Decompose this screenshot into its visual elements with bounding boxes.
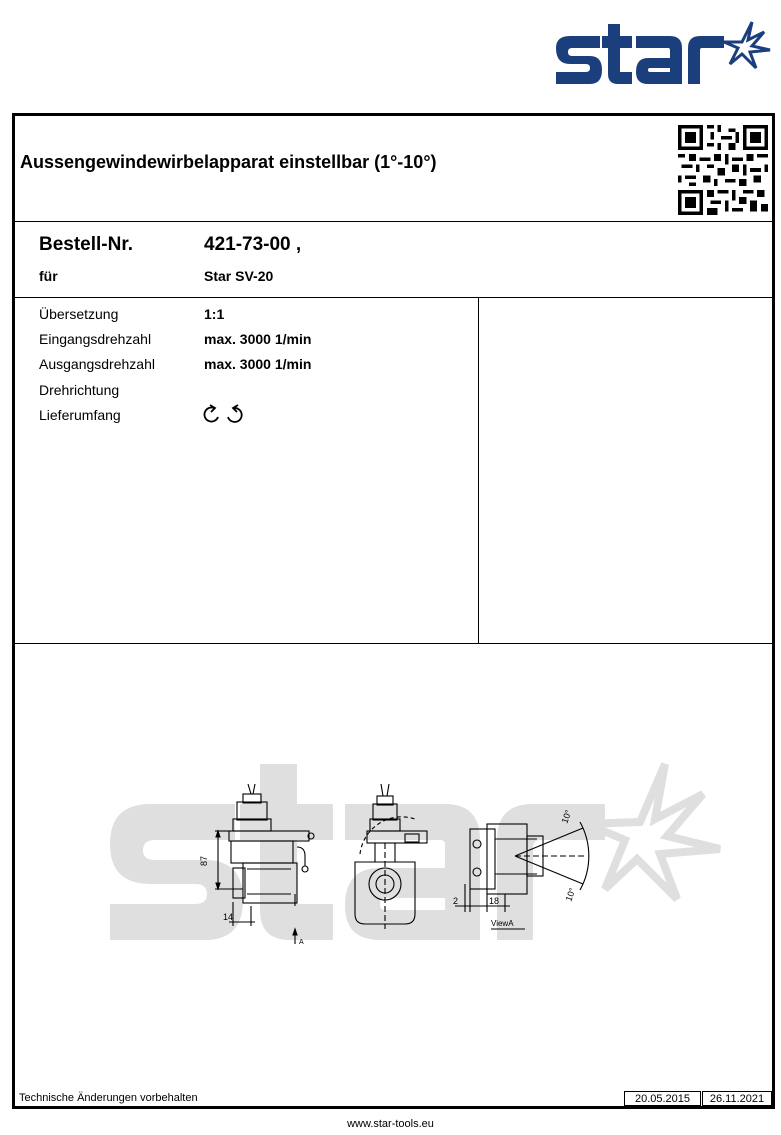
dim-small-label: 2 xyxy=(453,896,459,906)
dim-width-left-label: 14 xyxy=(223,912,234,922)
rotate-cw-icon xyxy=(228,405,242,422)
star-logo xyxy=(552,18,774,98)
qr-code-icon xyxy=(678,125,768,215)
spec-value-ratio: 1:1 xyxy=(204,306,225,322)
machine-label: für xyxy=(39,268,58,284)
spec-value-input-speed: max. 3000 1/min xyxy=(204,331,312,347)
order-row xyxy=(15,222,772,298)
order-number-label: Bestell-Nr. xyxy=(39,234,133,255)
order-number-value: 421-73-00 , xyxy=(204,234,302,255)
disclaimer-note: Technische Änderungen vorbehalten xyxy=(19,1092,198,1104)
view-a-label: ViewA xyxy=(491,919,514,928)
dim-height-label: 87 xyxy=(199,855,209,866)
angle-top-label: 10° xyxy=(559,808,574,825)
spec-divider xyxy=(478,298,479,643)
rotate-ccw-icon xyxy=(204,405,218,422)
spec-label-output-speed: Ausgangsdrehzahl xyxy=(39,356,155,372)
date-modified: 26.11.2021 xyxy=(702,1091,772,1106)
spec-label-input-speed: Eingangsdrehzahl xyxy=(39,331,152,347)
website-link[interactable]: www.star-tools.eu xyxy=(347,1118,434,1130)
product-title: Aussengewindewirbelapparat einstellbar (1°-10°) xyxy=(20,152,437,172)
spec-value-output-speed: max. 3000 1/min xyxy=(204,356,312,372)
technical-drawing xyxy=(15,644,772,1084)
spec-label-scope: Lieferumfang xyxy=(39,407,121,423)
spec-label-rotation: Drehrichtung xyxy=(39,382,120,398)
date-created: 20.05.2015 xyxy=(624,1091,701,1106)
machine-value: Star SV-20 xyxy=(204,268,274,284)
datasheet-frame xyxy=(12,113,775,1109)
view-marker-label: A xyxy=(299,939,304,946)
angle-bottom-label: 10° xyxy=(563,886,578,903)
rotation-direction-icons xyxy=(201,404,247,424)
dim-width-right-label: 18 xyxy=(489,896,500,906)
spec-label-ratio: Übersetzung xyxy=(39,306,119,322)
title-row xyxy=(15,116,772,222)
spec-table xyxy=(15,298,772,644)
